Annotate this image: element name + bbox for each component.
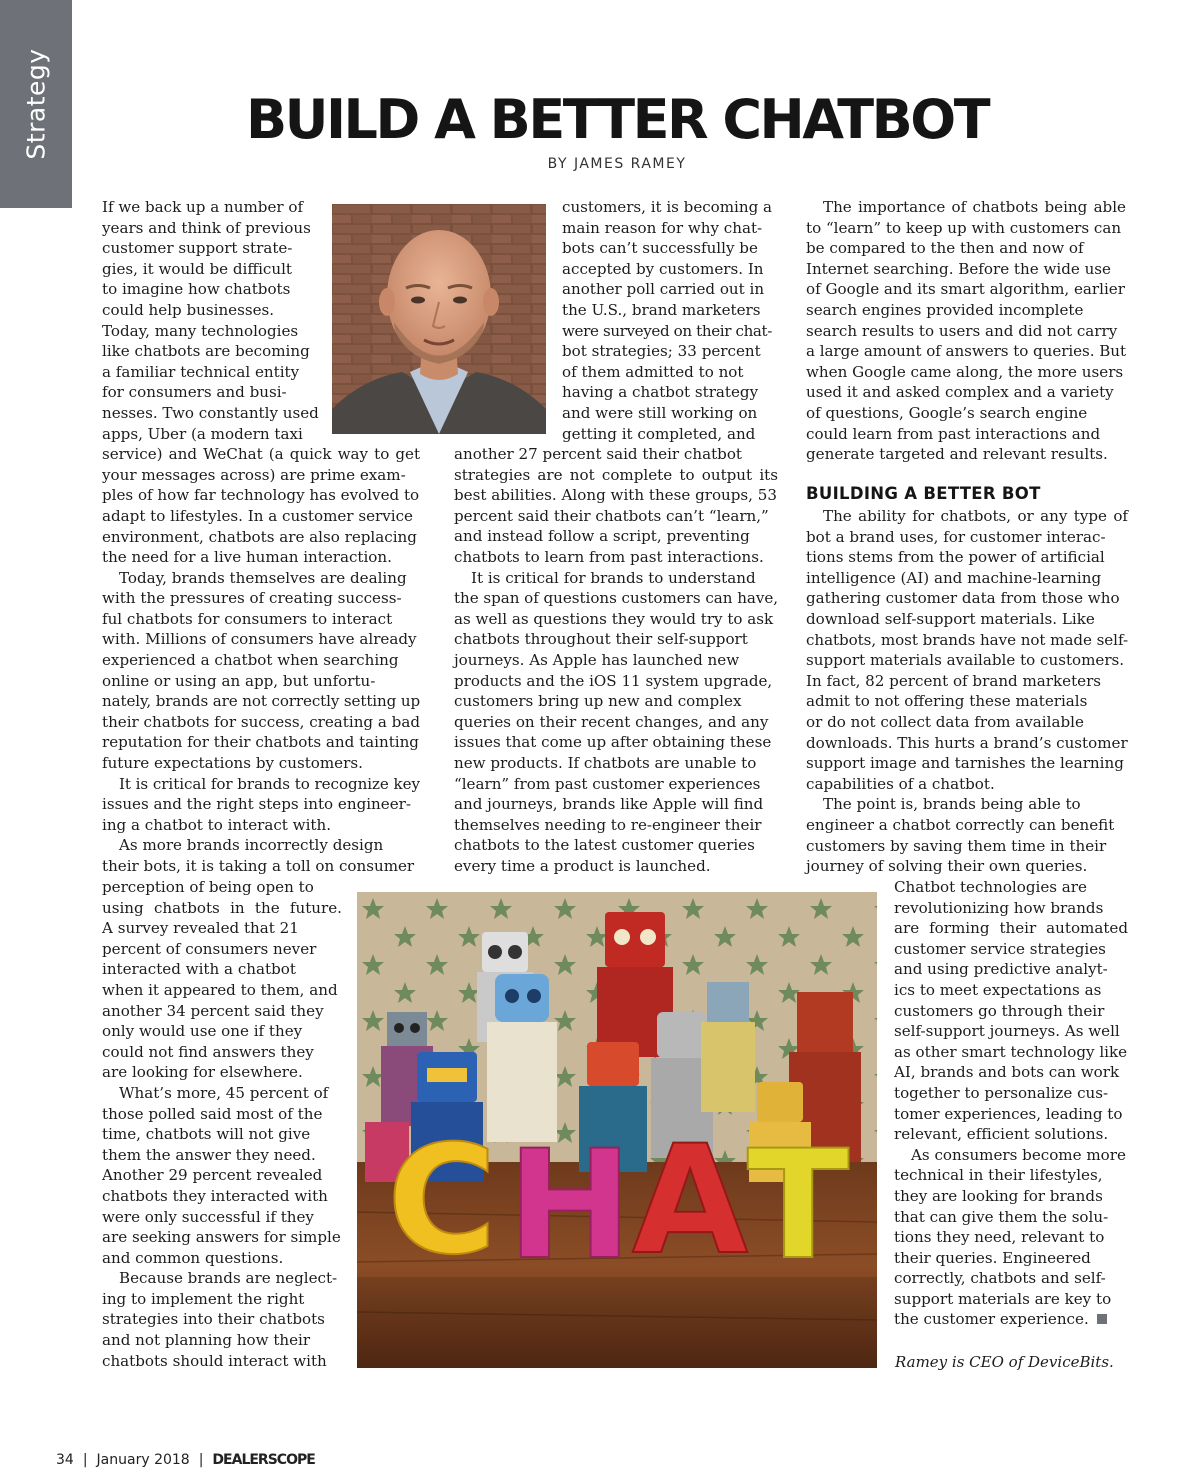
text-line: are seeking answers for simple (102, 1228, 341, 1247)
text-line: or do not collect data from available (806, 712, 1084, 731)
text-line: The ability for chatbots, or any type of (823, 507, 1128, 525)
text-line: search engines provided incomplete (806, 300, 1084, 319)
text-line: correctly, chatbots and self- (894, 1269, 1106, 1288)
text-line: The point is, brands being able to (823, 795, 1081, 814)
text-line: Because brands are neglect- (119, 1269, 338, 1288)
text-line: ics to meet expectations as (894, 980, 1102, 999)
column-1-top (102, 197, 420, 877)
text-line: of questions, Google’s search engine (806, 403, 1088, 422)
text-line: getting it completed, and (562, 424, 756, 443)
text-line: Chatbot technologies are (894, 878, 1087, 896)
text-line: and journeys, brands like Apple will find (454, 795, 764, 814)
text-line: interacted with a chatbot (102, 960, 296, 979)
column-3-top (806, 197, 1126, 465)
text-line: chatbots should interact with (102, 1351, 327, 1370)
text-line: ing to implement the right (102, 1289, 305, 1308)
text-line: gathering customer data from those who (806, 589, 1120, 608)
text-line: could not find answers they (102, 1042, 314, 1061)
text-line: In fact, 82 percent of brand marketers (806, 671, 1102, 690)
text-line: apps, Uber (a modern taxi (102, 424, 303, 443)
text-line: queries on their recent changes, and any (454, 712, 769, 731)
text-line: those polled said most of the (102, 1104, 323, 1123)
column-2-wide (454, 444, 778, 876)
text-line: support materials available to customers. (806, 651, 1125, 670)
text-line: and common questions. (102, 1248, 284, 1267)
text-line: ful chatbots for consumers to interact (102, 609, 393, 628)
text-line: for consumers and busi- (102, 383, 287, 402)
text-line: service) and WeChat (a quick way to get (102, 445, 421, 464)
text-line: are looking for elsewhere. (102, 1063, 303, 1082)
letter-t: T (747, 1119, 850, 1293)
text-line: them the answer they need. (102, 1145, 316, 1164)
text-line: environment, chatbots are also replacing (102, 527, 417, 546)
text-line: downloads. This hurts a brand’s customer (806, 733, 1128, 752)
text-line: with the pressures of creating success- (102, 589, 402, 608)
text-line: percent said their chatbots can’t “learn,” (454, 506, 769, 525)
text-line: download self-support materials. Like (806, 609, 1095, 628)
text-line: they are looking for brands (894, 1186, 1103, 1205)
publication-logo: DEALERSCOPE (212, 1452, 315, 1468)
text-line: your messages across) are prime exam- (102, 465, 406, 484)
text-line: relevant, efficient solutions. (894, 1125, 1109, 1144)
text-line: As consumers become more (911, 1145, 1126, 1164)
text-line: and not planning how their (102, 1331, 311, 1350)
text-line: another poll carried out in (562, 280, 765, 299)
text-line: ples of how far technology has evolved to (102, 486, 420, 505)
text-line: chatbots throughout their self-support (454, 630, 748, 649)
footer-divider: | (198, 1452, 204, 1468)
text-line: the customer experience. (894, 1309, 1128, 1330)
text-line: with. Millions of consumers have already (102, 630, 417, 649)
text-line: Internet searching. Before the wide use (806, 259, 1111, 278)
text-line: every time a product is launched. (454, 856, 711, 875)
text-line: nately, brands are not correctly setting up (102, 692, 420, 711)
page-number: 34 (56, 1452, 74, 1468)
letter-c: C (387, 1114, 498, 1288)
text-line: their bots, it is taking a toll on consumer (102, 857, 415, 875)
text-line: customers, it is becoming a (562, 198, 772, 216)
text-line: a large amount of answers to queries. But (806, 342, 1126, 361)
text-line: as other smart technology like (894, 1042, 1128, 1061)
text-line: are forming their automated (894, 919, 1129, 938)
text-line: when it appeared to them, and (102, 980, 338, 999)
text-line: issues that come up after obtaining these (454, 733, 772, 752)
text-line: intelligence (AI) and machine-learning (806, 568, 1102, 587)
text-line: bot strategies; 33 percent (562, 342, 761, 361)
text-line: “learn” from past customer experiences (454, 774, 761, 793)
text-line: experienced a chatbot when searching (102, 651, 399, 670)
text-line: were surveyed on their chat- (562, 321, 772, 340)
letter-a: A (632, 1114, 749, 1288)
text-line: As more brands incorrectly design (119, 836, 384, 855)
text-line: of Google and its smart algorithm, earlier (806, 280, 1125, 299)
text-line: accepted by customers. In (562, 259, 764, 278)
text-line: like chatbots are becoming (102, 342, 310, 361)
text-line: and using predictive analyt- (894, 960, 1108, 979)
text-line: nesses. Two constantly used (102, 403, 319, 422)
text-line: the U.S., brand marketers (562, 300, 761, 319)
text-line: years and think of previous (102, 218, 311, 237)
text-line: of them admitted to not (562, 362, 744, 381)
text-line: support materials are key to (894, 1289, 1112, 1308)
text-line: A survey revealed that 21 (102, 919, 299, 938)
text-line: products and the iOS 11 system upgrade, (454, 671, 773, 690)
text-line: adapt to lifestyles. In a customer service (102, 506, 413, 525)
text-line: Today, brands themselves are dealing (119, 568, 407, 587)
text-line: journeys. As Apple has launched new (454, 650, 740, 669)
text-line: tomer experiences, leading to (894, 1104, 1123, 1123)
text-line: tions they need, relevant to (894, 1228, 1105, 1247)
text-line: journey of solving their own queries. (806, 857, 1088, 876)
robots-photo (357, 892, 877, 1368)
text-line: The importance of chatbots being able (823, 198, 1126, 216)
text-line: support image and tarnishes the learning (806, 754, 1124, 773)
column-2-narrow (562, 197, 772, 444)
text-line: bots can’t successfully be (562, 239, 758, 258)
section-label: Strategy (21, 48, 51, 160)
text-line: best abilities. Along with these groups, 53 (454, 486, 777, 505)
text-line: chatbots they interacted with (102, 1186, 328, 1205)
article-title: BUILD A BETTER CHATBOT (245, 88, 989, 151)
text-line: capabilities of a chatbot. (806, 774, 995, 793)
text-line: tions stems from the power of artificial (806, 548, 1105, 567)
text-line: reputation for their chatbots and tainting (102, 733, 419, 752)
text-line: What’s more, 45 percent of (119, 1083, 329, 1102)
toy-robots-illustration (357, 892, 877, 1368)
text-line: strategies are not complete to output its (454, 465, 778, 484)
text-line: could help businesses. (102, 300, 275, 319)
text-line: chatbots, most brands have not made self- (806, 630, 1128, 649)
text-line: be compared to the then and now of (806, 239, 1084, 258)
text-line: generate targeted and relevant results. (806, 445, 1108, 464)
footer-divider: | (82, 1452, 88, 1468)
text-line: issues and the right steps into engineer- (102, 795, 411, 814)
text-line: customer service strategies (894, 939, 1106, 958)
text-line: percent of consumers never (102, 939, 317, 958)
text-line: bot a brand uses, for customer interac- (806, 527, 1106, 546)
author-credit: Ramey is CEO of DeviceBits. (895, 1353, 1114, 1371)
text-line: It is critical for brands to understand (471, 568, 756, 587)
text-line: and were still working on (562, 403, 758, 422)
text-line: If we back up a number of (102, 198, 304, 216)
text-line: and instead follow a script, preventing (454, 527, 750, 546)
text-line: main reason for why chat- (562, 218, 763, 237)
text-line: It is critical for brands to recognize key (119, 774, 420, 793)
text-line: perception of being open to (102, 878, 314, 896)
text-line: new products. If chatbots are unable to (454, 753, 757, 772)
text-line: revolutionizing how brands (894, 898, 1104, 917)
column-1-bottom (102, 877, 342, 1371)
text-line: Today, many technologies (102, 321, 299, 340)
text-line: the need for a live human interaction. (102, 548, 392, 567)
text-line: technical in their lifestyles, (894, 1166, 1103, 1185)
text-line: search results to users and did not carry (806, 321, 1118, 340)
text-line: customers by saving them time in their (806, 836, 1107, 855)
byline: BY JAMES RAMEY (547, 156, 687, 172)
text-line: could learn from past interactions and (806, 424, 1101, 443)
text-line: that can give them the solu- (894, 1207, 1109, 1226)
column-3-bottom (894, 877, 1128, 1330)
text-line: customer support strate- (102, 239, 293, 258)
text-line: chatbots to the latest customer queries (454, 836, 755, 855)
text-line: customers go through their (894, 1001, 1105, 1020)
page-footer (56, 1452, 315, 1468)
end-mark-icon (1097, 1314, 1107, 1324)
text-line: to imagine how chatbots (102, 280, 291, 299)
text-line: another 27 percent said their chatbot (454, 445, 742, 463)
text-line: engineer a chatbot correctly can benefit (806, 815, 1115, 834)
text-line: gies, it would be difficult (102, 259, 292, 278)
text-line: as well as questions they would try to ask (454, 609, 774, 628)
text-line: to “learn” to keep up with customers can (806, 218, 1122, 237)
text-line: self-support journeys. As well (894, 1022, 1120, 1041)
text-line: strategies into their chatbots (102, 1310, 325, 1329)
text-line: used it and asked complex and a variety (806, 383, 1114, 402)
text-line: customers bring up new and complex (454, 692, 742, 711)
text-line: their queries. Engineered (894, 1248, 1091, 1267)
text-line: only would use one if they (102, 1022, 303, 1041)
text-line: a familiar technical entity (102, 362, 300, 381)
text-line: when Google came along, the more users (806, 362, 1124, 381)
text-line: online or using an app, but unfortu- (102, 671, 376, 690)
text-line: having a chatbot strategy (562, 383, 759, 402)
column-3-mid (806, 506, 1128, 877)
text-line: Another 29 percent revealed (102, 1166, 323, 1185)
text-line: were only successful if they (102, 1207, 314, 1226)
text-line: their chatbots for success, creating a bad (102, 712, 420, 731)
letter-h: H (507, 1119, 633, 1293)
text-line: themselves needing to re-engineer their (454, 815, 762, 834)
text-line: using chatbots in the future. (102, 898, 342, 917)
text-line: ing a chatbot to interact with. (102, 815, 331, 834)
text-line: admit to not offering these materials (806, 692, 1088, 711)
text-line: AI, brands and bots can work (894, 1063, 1120, 1082)
text-line: another 34 percent said they (102, 1001, 324, 1020)
text-line: future expectations by customers. (102, 754, 363, 773)
subheading: BUILDING A BETTER BOT (806, 484, 1041, 503)
text-line: the span of questions customers can have, (454, 589, 779, 608)
text-line: chatbots to learn from past interactions. (454, 547, 764, 566)
text-line: together to personalize cus- (894, 1083, 1109, 1102)
text-line: time, chatbots will not give (102, 1125, 311, 1144)
issue-date: January 2018 (96, 1452, 190, 1468)
